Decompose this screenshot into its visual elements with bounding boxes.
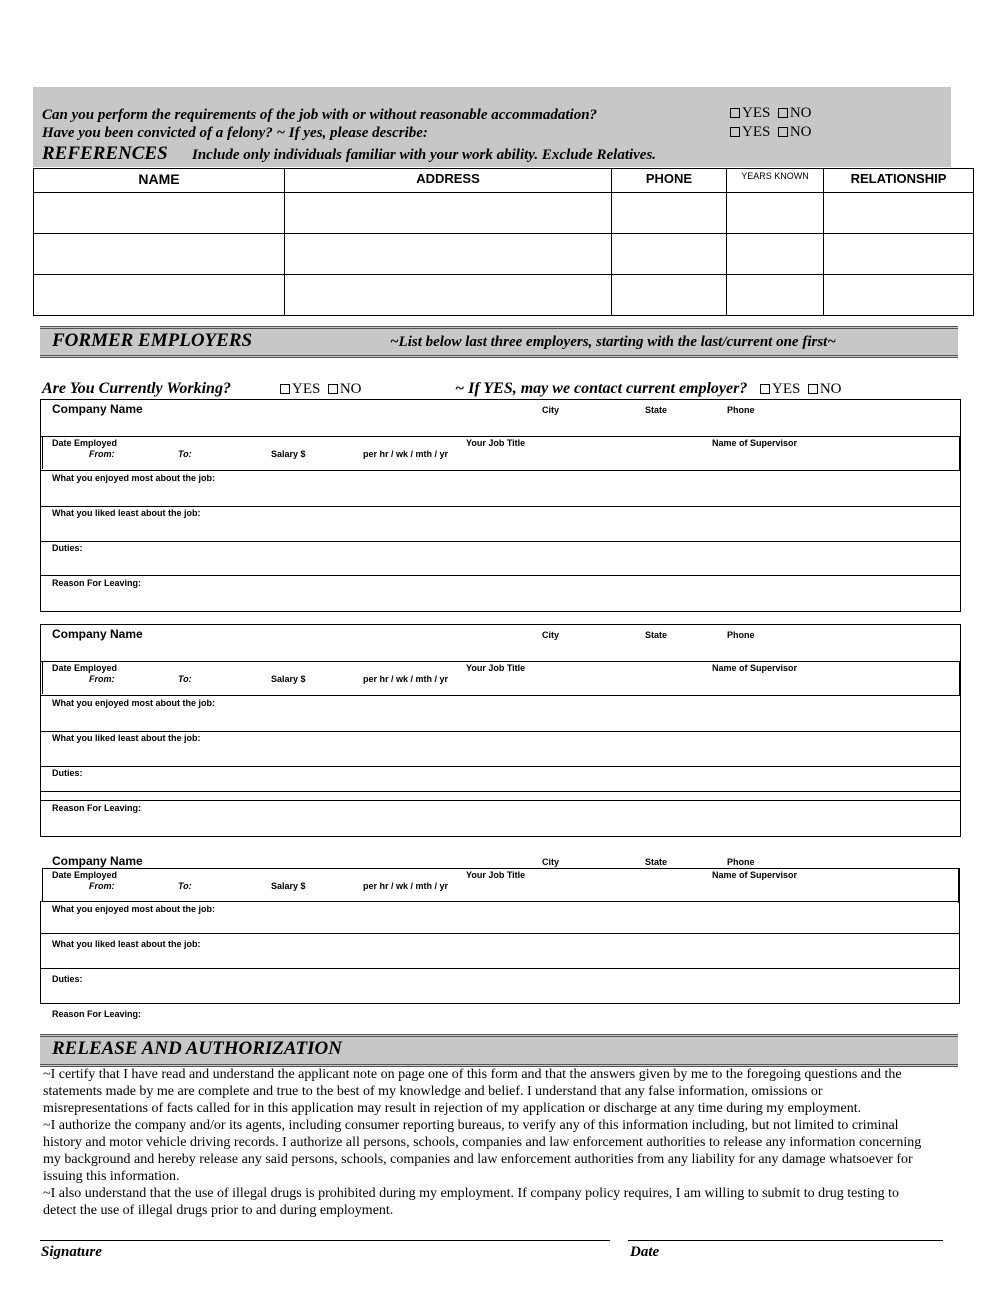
release-title: RELEASE AND AUTHORIZATION — [52, 1038, 342, 1059]
salary-label: Salary $ — [271, 449, 306, 459]
city-label: City — [542, 405, 560, 415]
pay-period-label: per hr / wk / mth / yr — [363, 881, 449, 891]
currently-working-question: Are You Currently Working? — [42, 380, 231, 397]
ref-years-cell[interactable] — [727, 275, 824, 316]
from-label: From: — [89, 674, 115, 684]
felony-yes-no: YES NO — [730, 124, 812, 141]
ref-name-cell[interactable] — [34, 275, 285, 316]
from-label: From: — [89, 449, 115, 459]
salary-label: Salary $ — [271, 881, 306, 891]
phone-label: Phone — [727, 405, 755, 415]
contact-employer-yes-no: YES NO — [760, 381, 842, 398]
to-label: To: — [178, 881, 192, 891]
employer-block-3 — [40, 852, 960, 1004]
former-employers-bar — [40, 326, 958, 358]
checkbox-contact-yes[interactable] — [760, 384, 770, 394]
job-title-label: Your Job Title — [466, 663, 526, 673]
date-employed-label: Date Employed — [52, 870, 118, 880]
ref-name-cell[interactable] — [34, 193, 285, 234]
least-liked-label: What you liked least about the job: — [52, 939, 201, 949]
ref-phone-cell[interactable] — [612, 234, 727, 275]
least-liked-label: What you liked least about the job: — [52, 733, 201, 743]
release-paragraph-1: ~I certify that I have read and understand the applicant note on page one of this form and that the answers given by me to the foregoing questions and the statements made by me are complete and true to the best of my knowledge and belief. I understand that any false information, omissions or misrepresentations of facts called for in this application may result in rejection of my application or discharge at any time during my employment. — [43, 1067, 902, 1116]
city-label: City — [542, 857, 560, 867]
to-label: To: — [178, 449, 192, 459]
checkbox-felony-no[interactable] — [778, 127, 788, 137]
duties-label: Duties: — [52, 768, 83, 778]
references-title: REFERENCES — [42, 143, 168, 164]
ref-phone-cell[interactable] — [612, 275, 727, 316]
state-label: State — [645, 630, 668, 640]
references-table — [33, 168, 974, 316]
checkbox-working-yes[interactable] — [280, 384, 290, 394]
release-text — [43, 1066, 923, 1219]
checkbox-accommodation-no[interactable] — [778, 108, 788, 118]
duties-label: Duties: — [52, 974, 83, 984]
company-name-label: Company Name — [52, 854, 143, 868]
release-paragraph-3: ~I also understand that the use of illegal drugs is prohibited during my employment. If company policy requires, I am willing to submit to drug testing to detect the use of illegal drugs prior to and during employment. — [43, 1186, 899, 1218]
ref-relationship-cell[interactable] — [824, 234, 974, 275]
references-note: Include only individuals familiar with your work ability. Exclude Relatives. — [192, 147, 657, 163]
col-name: NAME — [34, 169, 285, 193]
phone-label: Phone — [727, 857, 755, 867]
date-employed-label: Date Employed — [52, 438, 118, 448]
company-name-label: Company Name — [52, 402, 143, 416]
accommodation-yes-no: YES NO — [730, 105, 812, 122]
reason-leaving-label: Reason For Leaving: — [52, 803, 142, 813]
ref-relationship-cell[interactable] — [824, 275, 974, 316]
ref-years-cell[interactable] — [727, 193, 824, 234]
release-authorization-bar — [40, 1034, 958, 1067]
contact-employer-question: ~ If YES, may we contact current employer? — [455, 380, 748, 397]
release-paragraph-2: ~I authorize the company and/or its agents, including consumer reporting bureaus, to verify any of this information including, but not limited to criminal history and motor vehicle driving records. I authorize all persons, schools, companies and law enforcement authorities to release any information concerning my background and hereby release any said persons, schools, companies and law enforcement authorities from any liability for any damage whatsoever for issuing this information. — [43, 1118, 922, 1184]
signature-label: Signature — [41, 1244, 102, 1260]
signature-line[interactable] — [40, 1240, 610, 1241]
reference-row — [34, 193, 974, 234]
enjoyed-label: What you enjoyed most about the job: — [52, 698, 215, 708]
col-years-known: YEARS KNOWN — [727, 169, 824, 193]
ref-address-cell[interactable] — [285, 234, 612, 275]
col-phone: PHONE — [612, 169, 727, 193]
state-label: State — [645, 857, 668, 867]
phone-label: Phone — [727, 630, 755, 640]
checkbox-accommodation-yes[interactable] — [730, 108, 740, 118]
references-header-row — [34, 169, 974, 193]
supervisor-label: Name of Supervisor — [712, 438, 798, 448]
reason-leaving-label: Reason For Leaving: — [52, 578, 142, 588]
col-address: ADDRESS — [285, 169, 612, 193]
former-employers-subtitle: ~List below last three employers, starting with the last/current one first~ — [390, 334, 836, 350]
pay-period-label: per hr / wk / mth / yr — [363, 449, 449, 459]
reference-row — [34, 234, 974, 275]
duties-label: Duties: — [52, 543, 83, 553]
checkbox-felony-yes[interactable] — [730, 127, 740, 137]
ref-address-cell[interactable] — [285, 275, 612, 316]
date-line[interactable] — [628, 1240, 943, 1241]
reason-leaving-label: Reason For Leaving: — [52, 1009, 142, 1019]
salary-label: Salary $ — [271, 674, 306, 684]
ref-years-cell[interactable] — [727, 234, 824, 275]
checkbox-working-no[interactable] — [328, 384, 338, 394]
supervisor-label: Name of Supervisor — [712, 870, 798, 880]
company-name-label: Company Name — [52, 627, 143, 641]
supervisor-label: Name of Supervisor — [712, 663, 798, 673]
former-employers-title: FORMER EMPLOYERS — [52, 330, 253, 351]
state-label: State — [645, 405, 668, 415]
reference-row — [34, 275, 974, 316]
city-label: City — [542, 630, 560, 640]
enjoyed-label: What you enjoyed most about the job: — [52, 904, 215, 914]
currently-working-yes-no: YES NO — [280, 381, 362, 398]
least-liked-label: What you liked least about the job: — [52, 508, 201, 518]
employer-block-2 — [40, 624, 961, 837]
job-title-label: Your Job Title — [466, 438, 526, 448]
col-relationship: RELATIONSHIP — [824, 169, 974, 193]
ref-address-cell[interactable] — [285, 193, 612, 234]
employer-block-1 — [40, 399, 961, 612]
from-label: From: — [89, 881, 115, 891]
to-label: To: — [178, 674, 192, 684]
job-title-label: Your Job Title — [466, 870, 526, 880]
accommodation-question: Can you perform the requirements of the job with or without reasonable accommadation? — [42, 107, 598, 123]
date-label: Date — [630, 1244, 660, 1260]
ref-name-cell[interactable] — [34, 234, 285, 275]
pay-period-label: per hr / wk / mth / yr — [363, 674, 449, 684]
enjoyed-label: What you enjoyed most about the job: — [52, 473, 215, 483]
felony-question: Have you been convicted of a felony? ~ If yes, please describe: — [42, 125, 428, 141]
ref-relationship-cell[interactable] — [824, 193, 974, 234]
ref-phone-cell[interactable] — [612, 193, 727, 234]
checkbox-contact-no[interactable] — [808, 384, 818, 394]
date-employed-label: Date Employed — [52, 663, 118, 673]
